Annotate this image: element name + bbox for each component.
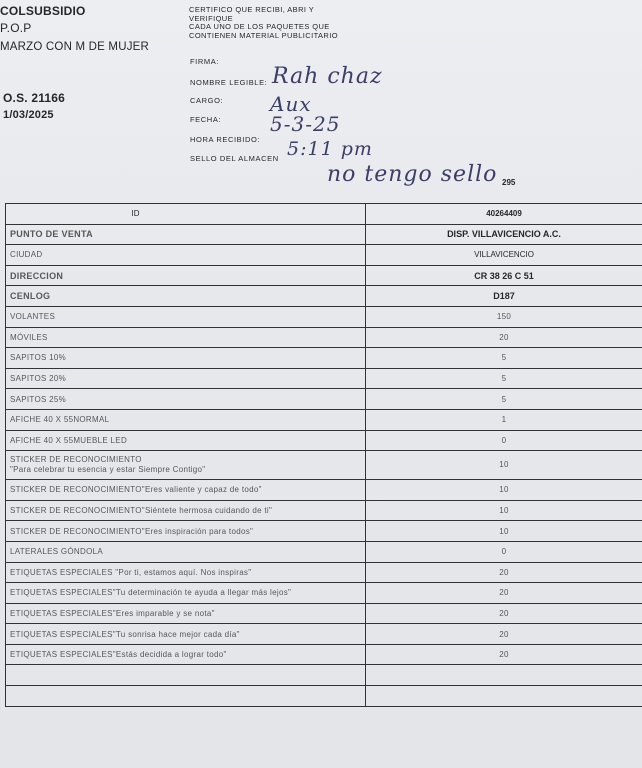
- table-row: [6, 306, 642, 327]
- row-label: SAPITOS 20%: [6, 368, 366, 389]
- row-label: [6, 665, 366, 686]
- table-row: [6, 245, 642, 266]
- table-row: [6, 624, 642, 645]
- handwritten-cargo: Aux: [270, 92, 312, 116]
- row-value: 20: [366, 583, 642, 604]
- table-row: [6, 521, 642, 542]
- row-value: 150: [366, 306, 642, 327]
- cert-line: CONTIENEN MATERIAL PUBLICITARIO: [189, 30, 338, 40]
- row-label: STICKER DE RECONOCIMIENTO"Siéntete hermosa cuidando de ti": [6, 500, 366, 521]
- table-row: [6, 541, 642, 562]
- row-label: STICKER DE RECONOCIMIENTO"Eres valiente y capaz de todo": [6, 480, 366, 501]
- row-label: DIRECCION: [6, 265, 366, 286]
- row-label: ETIQUETAS ESPECIALES "Por ti, estamos aquí. Nos inspiras": [6, 562, 366, 583]
- row-label: [6, 686, 366, 707]
- table-row: [6, 480, 642, 501]
- row-value: [366, 686, 642, 707]
- firma-label: FIRMA:: [190, 57, 220, 66]
- company-name: COLSUBSIDIO: [0, 4, 86, 18]
- row-label: VOLANTES: [6, 306, 366, 327]
- row-value: 10: [366, 521, 642, 542]
- fecha-label: FECHA:: [190, 115, 222, 124]
- order-date: 1/03/2025: [3, 109, 54, 121]
- row-value: 1: [366, 409, 642, 430]
- table-row: [6, 451, 642, 480]
- row-value: 10: [366, 480, 642, 501]
- certification-text: [189, 6, 338, 40]
- row-label: ID: [6, 204, 366, 225]
- handwritten-date: 5-3-25: [270, 112, 341, 136]
- row-value: 5: [366, 389, 642, 410]
- row-label: ETIQUETAS ESPECIALES"Estás decidida a lograr todo": [6, 644, 366, 665]
- table-row: [6, 204, 642, 225]
- nombre-label: NOMBRE LEGIBLE:: [190, 78, 268, 87]
- pop-label: P.O.P: [0, 21, 32, 35]
- handwritten-name: Rah chaz: [272, 64, 383, 89]
- table-row: [6, 644, 642, 665]
- row-label: SAPITOS 25%: [6, 389, 366, 410]
- row-value: 10: [366, 500, 642, 521]
- row-label: CENLOG: [6, 286, 366, 307]
- row-label: ETIQUETAS ESPECIALES"Tu sonrisa hace mejor cada día": [6, 624, 366, 645]
- row-value: 20: [366, 327, 642, 348]
- row-label: LATERALES GÓNDOLA: [6, 541, 366, 562]
- table-row: [6, 389, 642, 410]
- order-number: O.S. 21166: [3, 91, 66, 105]
- row-value: 20: [366, 624, 642, 645]
- row-value: 20: [366, 644, 642, 665]
- materials-table: [5, 203, 642, 707]
- row-label: STICKER DE RECONOCIMIENTO "Para celebrar tu esencia y estar Siempre Contigo": [6, 451, 366, 480]
- row-value: 20: [366, 603, 642, 624]
- table-row: [6, 224, 642, 245]
- row-value: CR 38 26 C 51: [366, 265, 642, 286]
- table-row: [6, 327, 642, 348]
- row-value: 0: [366, 541, 642, 562]
- table-row: [6, 286, 642, 307]
- cargo-label: CARGO:: [190, 96, 224, 105]
- row-label: STICKER DE RECONOCIMIENTO"Eres inspiración para todos": [6, 521, 366, 542]
- table-row: [6, 583, 642, 604]
- table-row: [6, 409, 642, 430]
- sello-label: SELLO DEL ALMACEN: [190, 154, 279, 163]
- table-row: [6, 562, 642, 583]
- row-value: VILLAVICENCIO: [366, 245, 642, 266]
- row-value: 40264409: [366, 204, 642, 225]
- row-label: MÓVILES: [6, 327, 366, 348]
- table-row: [6, 348, 642, 369]
- table-row: [6, 686, 642, 707]
- cert-line: CERTIFICO QUE RECIBI, ABRI Y: [189, 5, 315, 14]
- page-count-number: 295: [502, 178, 516, 187]
- row-label: AFICHE 40 X 55NORMAL: [6, 409, 366, 430]
- row-label: CIUDAD: [6, 245, 366, 266]
- row-value: 10: [366, 451, 642, 480]
- row-value: D187: [366, 286, 642, 307]
- row-value: DISP. VILLAVICENCIO A.C.: [366, 224, 642, 245]
- row-value: 5: [366, 348, 642, 369]
- row-label: AFICHE 40 X 55MUEBLE LED: [6, 430, 366, 451]
- row-value: [366, 665, 642, 686]
- handwritten-time: 5:11 pm: [287, 138, 373, 160]
- row-label: PUNTO DE VENTA: [6, 224, 366, 245]
- table-row: [6, 665, 642, 686]
- row-value: 0: [366, 430, 642, 451]
- cert-line: VERIFIQUE: [189, 13, 234, 23]
- table-row: [6, 265, 642, 286]
- table-row: [6, 603, 642, 624]
- row-label: SAPITOS 10%: [6, 348, 366, 369]
- table-row: [6, 500, 642, 521]
- row-label: ETIQUETAS ESPECIALES"Tu determinación te ayuda a llegar más lejos": [6, 583, 366, 604]
- handwritten-seal-note: no tengo sello: [327, 162, 498, 187]
- row-value: 5: [366, 368, 642, 389]
- hora-label: HORA RECIBIDO:: [190, 135, 261, 144]
- row-value: 20: [366, 562, 642, 583]
- cert-line: CADA UNO DE LOS PAQUETES QUE: [189, 22, 330, 32]
- table-row: [6, 430, 642, 451]
- row-label: ETIQUETAS ESPECIALES"Eres imparable y se nota": [6, 603, 366, 624]
- campaign-title: MARZO CON M DE MUJER: [0, 41, 150, 53]
- table-row: [6, 368, 642, 389]
